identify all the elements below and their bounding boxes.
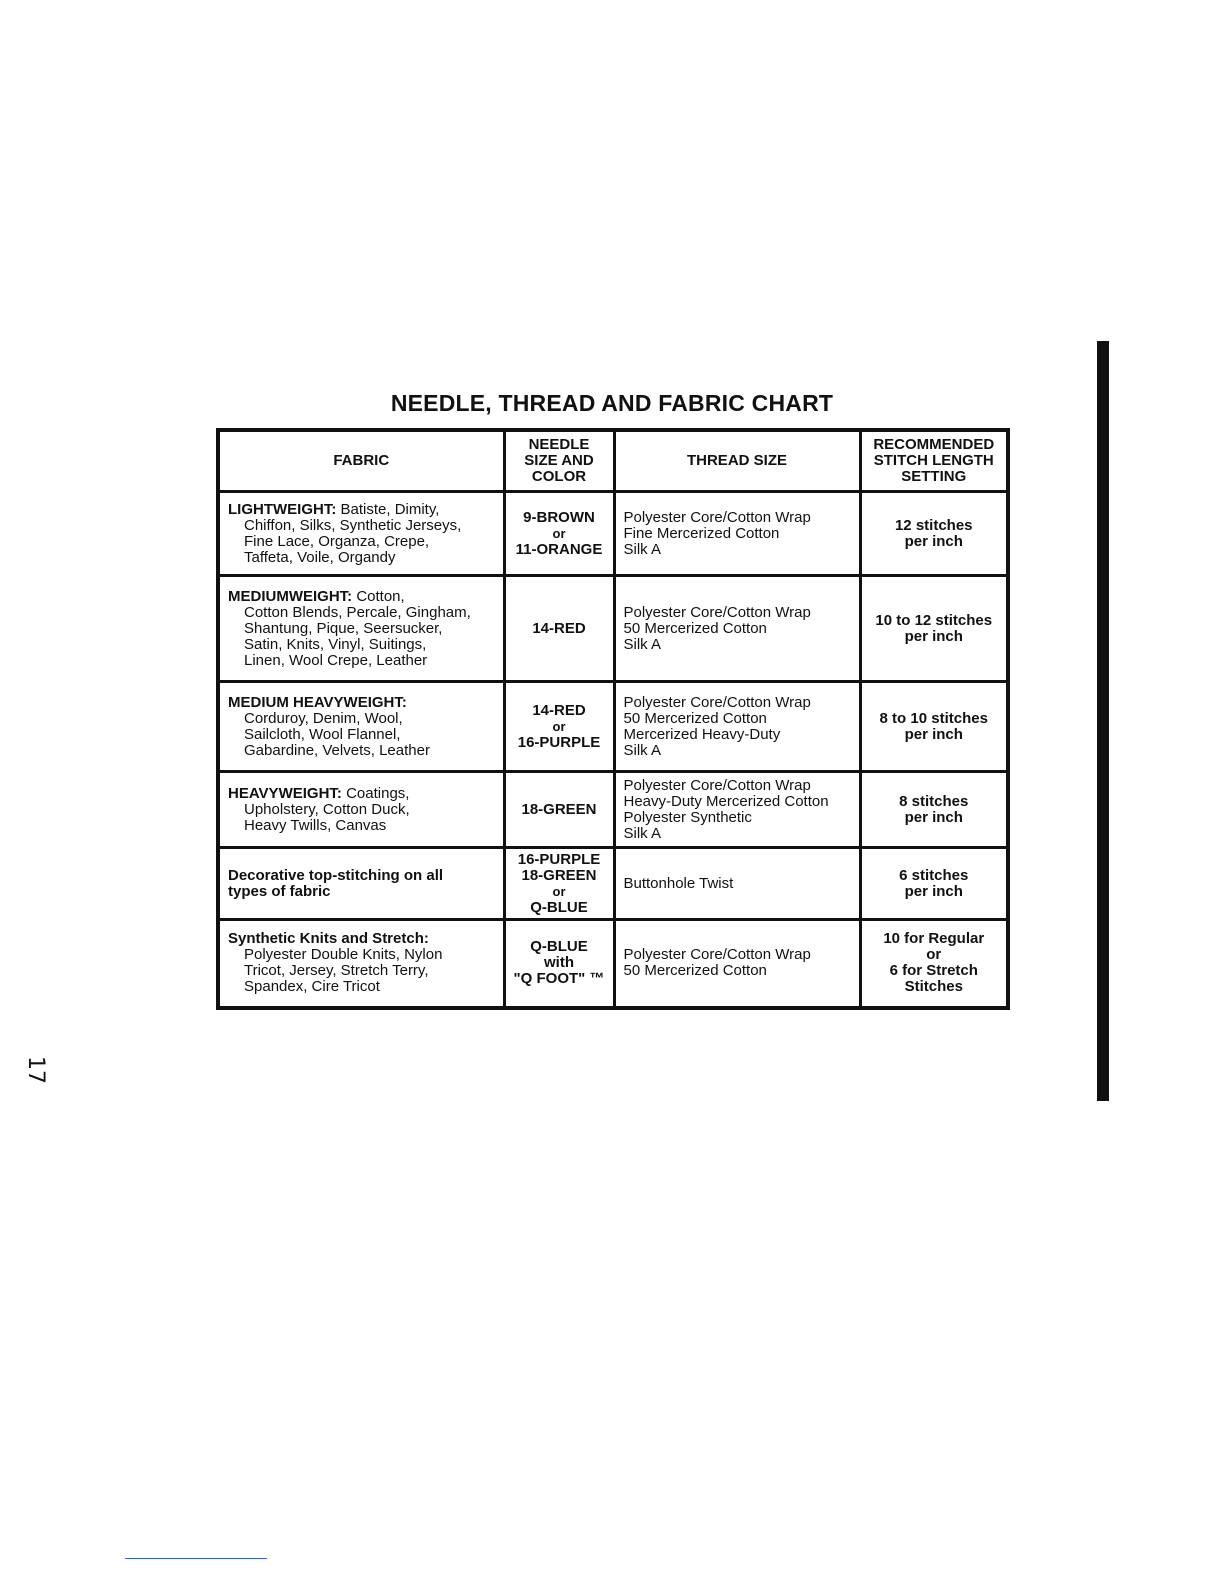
needle-cell — [504, 920, 614, 1008]
fabric-text: Corduroy, Denim, Wool, — [244, 709, 403, 727]
fabric-text: Linen, Wool Crepe, Leather — [244, 651, 428, 669]
stitch-cell — [860, 920, 1008, 1008]
thread-text: Polyester Core/Cotton Wrap — [623, 508, 811, 526]
header-stitch-line: RECOMMENDED — [873, 436, 995, 453]
fabric-text: Heavy Twills, Canvas — [244, 816, 387, 834]
stitch-cell — [860, 682, 1008, 772]
fabric-text: Polyester Double Knits, Nylon — [244, 946, 443, 964]
fabric-text: Spandex, Cire Tricot — [244, 978, 380, 996]
thread-text: Polyester Core/Cotton Wrap — [623, 693, 811, 711]
thread-cell — [614, 772, 860, 848]
thread-cell — [614, 920, 860, 1008]
fabric-text: Upholstery, Cotton Duck, — [244, 800, 410, 818]
needle-text: or — [552, 525, 566, 541]
thread-text: Heavy-Duty Mercerized Cotton — [623, 792, 829, 810]
thread-text: Silk A — [623, 635, 662, 653]
table-row — [218, 772, 1008, 848]
stitch-cell — [860, 772, 1008, 848]
fabric-text: Chiffon, Silks, Synthetic Jerseys, — [244, 516, 462, 534]
thread-text: Polyester Core/Cotton Wrap — [623, 946, 811, 964]
chart-title: NEEDLE, THREAD AND FABRIC CHART — [390, 390, 834, 416]
fabric-text: Gabardine, Velvets, Leather — [244, 741, 430, 759]
fabric-text: Cotton, — [356, 587, 405, 605]
header-needle-line: SIZE AND — [524, 452, 594, 469]
thread-text: Polyester Core/Cotton Wrap — [623, 603, 811, 621]
page-edge-bar — [1097, 341, 1109, 1101]
needle-cell — [504, 492, 614, 576]
fabric-cell — [218, 920, 504, 1008]
fabric-text: Satin, Knits, Vinyl, Suitings, — [244, 635, 427, 653]
fabric-category: MEDIUMWEIGHT: — [228, 587, 353, 605]
needle-text: with — [544, 954, 574, 972]
fabric-text: Shantung, Pique, Seersucker, — [244, 619, 443, 637]
page-number: 17 — [23, 1056, 48, 1084]
needle-text: 14-RED — [532, 701, 586, 719]
needle-text: 18-GREEN — [521, 866, 597, 884]
header-needle — [504, 430, 614, 492]
thread-cell — [614, 576, 860, 682]
stitch-text: 10 to 12 stitches — [875, 611, 993, 629]
underline-rule — [125, 1558, 267, 1559]
needle-text: or — [552, 883, 566, 899]
stitch-text: per inch — [904, 532, 963, 550]
thread-text: Silk A — [623, 741, 662, 759]
fabric-category: LIGHTWEIGHT: — [228, 500, 337, 518]
needle-text: 16-PURPLE — [517, 733, 601, 751]
fabric-text: Sailcloth, Wool Flannel, — [244, 725, 401, 743]
fabric-cell — [218, 492, 504, 576]
thread-text: Silk A — [623, 824, 662, 842]
fabric-cell — [218, 848, 504, 920]
fabric-category: Decorative top-stitching on all — [228, 866, 444, 884]
header-needle-line: COLOR — [531, 468, 587, 485]
fabric-category: Synthetic Knits and Stretch: — [228, 930, 429, 948]
header-fabric: FABRIC — [218, 430, 504, 492]
table-row — [218, 492, 1008, 576]
stitch-text: Stitches — [904, 978, 963, 996]
thread-cell — [614, 682, 860, 772]
fabric-cell — [218, 772, 504, 848]
fabric-category: MEDIUM HEAVYWEIGHT: — [228, 693, 407, 711]
needle-cell — [504, 682, 614, 772]
fabric-text: Tricot, Jersey, Stretch Terry, — [244, 962, 429, 980]
thread-text: Polyester Synthetic — [623, 808, 752, 826]
fabric-text: Cotton Blends, Percale, Gingham, — [244, 603, 471, 621]
stitch-text: per inch — [904, 725, 963, 743]
stitch-text: per inch — [904, 882, 963, 900]
table-row — [218, 682, 1008, 772]
fabric-category: HEAVYWEIGHT: — [228, 784, 342, 802]
stitch-text: 6 stitches — [899, 866, 969, 884]
thread-text: Mercerized Heavy-Duty — [623, 725, 781, 743]
fabric-text: Batiste, Dimity, — [340, 500, 440, 518]
needle-text: 14-RED — [532, 619, 586, 637]
needle-cell — [504, 576, 614, 682]
thread-text: Silk A — [623, 540, 662, 558]
table-header-row — [218, 430, 1008, 492]
thread-cell — [614, 848, 860, 920]
fabric-text: Coatings, — [346, 784, 410, 802]
fabric-text: Fine Lace, Organza, Crepe, — [244, 532, 430, 550]
needle-text: or — [552, 718, 566, 734]
stitch-text: 6 for Stretch — [889, 962, 978, 980]
needle-text: 9-BROWN — [523, 508, 595, 526]
stitch-cell — [860, 492, 1008, 576]
stitch-cell — [860, 848, 1008, 920]
needle-text: Q-BLUE — [530, 898, 588, 916]
thread-text: Fine Mercerized Cotton — [623, 524, 780, 542]
needle-text: "Q FOOT" ™ — [513, 970, 605, 988]
stitch-text: 10 for Regular — [883, 930, 985, 948]
thread-text: 50 Mercerized Cotton — [623, 619, 767, 637]
thread-text: 50 Mercerized Cotton — [623, 709, 767, 727]
fabric-cell — [218, 576, 504, 682]
thread-text: Polyester Core/Cotton Wrap — [623, 776, 811, 794]
stitch-text: 12 stitches — [894, 516, 973, 534]
thread-text: Buttonhole Twist — [623, 874, 734, 892]
header-thread: THREAD SIZE — [614, 430, 860, 492]
table-row — [218, 848, 1008, 920]
fabric-text: types of fabric — [228, 882, 331, 900]
needle-text: 11-ORANGE — [515, 540, 603, 558]
stitch-text: per inch — [904, 808, 963, 826]
stitch-cell — [860, 576, 1008, 682]
needle-text: 18-GREEN — [521, 800, 597, 818]
header-needle-line: NEEDLE — [528, 436, 590, 453]
stitch-text: 8 to 10 stitches — [879, 709, 988, 727]
header-stitch — [860, 430, 1008, 492]
needle-thread-fabric-table — [216, 428, 1010, 1010]
needle-cell — [504, 772, 614, 848]
table-row — [218, 576, 1008, 682]
needle-text: 16-PURPLE — [517, 850, 601, 868]
needle-text: Q-BLUE — [530, 938, 588, 956]
header-stitch-line: SETTING — [901, 468, 967, 485]
header-stitch-line: STITCH LENGTH — [873, 452, 994, 469]
fabric-cell — [218, 682, 504, 772]
fabric-text: Taffeta, Voile, Organdy — [244, 548, 396, 566]
stitch-text: per inch — [904, 627, 963, 645]
thread-text: 50 Mercerized Cotton — [623, 962, 767, 980]
stitch-text: 8 stitches — [899, 792, 969, 810]
thread-cell — [614, 492, 860, 576]
table-row — [218, 920, 1008, 1008]
stitch-text: or — [926, 946, 942, 964]
needle-cell — [504, 848, 614, 920]
